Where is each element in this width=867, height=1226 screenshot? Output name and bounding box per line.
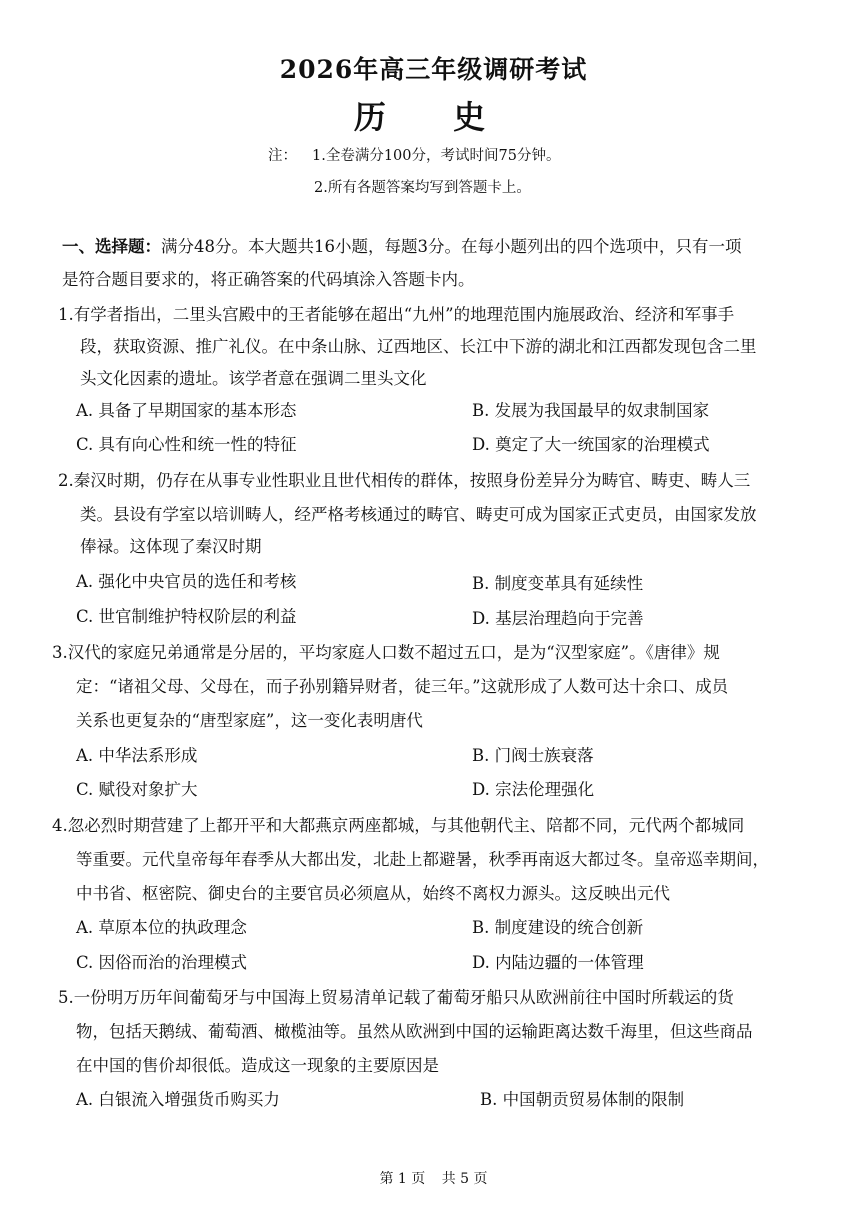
q1-option-c: C. 具有向心性和统一性的特征 bbox=[76, 435, 297, 454]
q1-option-d: D. 奠定了大一统国家的治理模式 bbox=[472, 435, 710, 454]
q1-line-2: 段，获取资源、推广礼仪。在中条山脉、辽西地区、长江中下游的湖北和江西都发现包含二里 bbox=[80, 337, 757, 356]
section-intro-line-1 bbox=[62, 236, 742, 258]
page-number: 第 1 页 bbox=[379, 1171, 426, 1187]
q5-option-b: B. 中国朝贡贸易体制的限制 bbox=[480, 1090, 685, 1109]
q2-option-d: D. 基层治理趋向于完善 bbox=[472, 609, 644, 628]
q5-line-3: 在中国的售价却很低。造成这一现象的主要原因是 bbox=[76, 1056, 439, 1075]
q1-option-b: B. 发展为我国最早的奴隶制国家 bbox=[472, 401, 710, 420]
section-instructions-1: 满分48分。本大题共16小题，每题3分。在每小题列出的四个选项中，只有一项 bbox=[161, 237, 742, 256]
q2-option-c: C. 世官制维护特权阶层的利益 bbox=[76, 607, 297, 626]
page-total: 共 5 页 bbox=[441, 1171, 488, 1187]
q3-line-2: 定：“诸祖父母、父母在，而子孙别籍异财者，徒三年。”这就形成了人数可达十余口、成员 bbox=[76, 677, 729, 696]
q3-option-b: B. 门阀士族衰落 bbox=[472, 746, 594, 765]
section-heading: 一、选择题： bbox=[62, 237, 161, 256]
q4-option-d: D. 内陆边疆的一体管理 bbox=[472, 953, 644, 972]
q3-option-a: A. 中华法系形成 bbox=[76, 746, 198, 765]
q2-option-b: B. 制度变革具有延续性 bbox=[472, 574, 644, 593]
q2-line-2: 类。县设有学室以培训畴人，经严格考核通过的畴官、畴吏可成为国家正式吏员，由国家发放 bbox=[80, 505, 757, 524]
q2-line-3: 俸禄。这体现了秦汉时期 bbox=[80, 537, 262, 556]
q4-option-a: A. 草原本位的执政理念 bbox=[76, 918, 247, 937]
subject-title: 历 史 bbox=[353, 98, 514, 136]
q4-option-c: C. 因俗而治的治理模式 bbox=[76, 953, 248, 972]
q1-line-3: 头文化因素的遗址。该学者意在强调二里头文化 bbox=[80, 369, 427, 388]
note-2: 2.所有各题答案均写到答题卡上。 bbox=[314, 180, 531, 196]
q3-option-d: D. 宗法伦理强化 bbox=[472, 780, 595, 799]
q5-line-1: 5.一份明万历年间葡萄牙与中国海上贸易清单记载了葡萄牙船只从欧洲前往中国时所载运的货 bbox=[58, 988, 734, 1007]
q4-line-3: 中书省、枢密院、御史台的主要官员必须扈从，始终不离权力源头。这反映出元代 bbox=[76, 884, 670, 903]
q4-line-2: 等重要。元代皇帝每年春季从大都出发，北赴上都避暑，秋季再南返大都过冬。皇帝巡幸期间， bbox=[76, 850, 769, 869]
q2-option-a: A. 强化中央官员的选任和考核 bbox=[76, 572, 297, 591]
q1-line-1: 1.有学者指出，二里头宫殿中的王者能够在超出“九州”的地理范围内施展政治、经济和军事手 bbox=[58, 305, 735, 324]
q3-option-c: C. 赋役对象扩大 bbox=[76, 780, 198, 799]
exam-title: 2026年高三年级调研考试 bbox=[279, 55, 588, 84]
q5-line-2: 物，包括天鹅绒、葡萄酒、橄榄油等。虽然从欧洲到中国的运输距离达数千海里，但这些商品 bbox=[76, 1022, 753, 1041]
q4-line-1: 4.忽必烈时期营建了上都开平和大都燕京两座都城，与其他朝代主、陪都不同，元代两个都城同 bbox=[52, 816, 745, 835]
q4-option-b: B. 制度建设的统合创新 bbox=[472, 918, 644, 937]
page-footer bbox=[0, 1168, 867, 1188]
q2-line-1: 2.秦汉时期，仍存在从事专业性职业且世代相传的群体，按照身份差异分为畴官、畴吏、畴人三 bbox=[58, 471, 751, 490]
section-intro-line-2: 是符合题目要求的，将正确答案的代码填涂入答题卡内。 bbox=[62, 270, 475, 289]
note-label: 注： bbox=[268, 148, 297, 164]
q5-option-a: A. 白银流入增强货币购买力 bbox=[76, 1090, 280, 1109]
note-1: 1.全卷满分100分，考试时间75分钟。 bbox=[312, 148, 561, 164]
q3-line-1: 3.汉代的家庭兄弟通常是分居的，平均家庭人口数不超过五口，是为“汉型家庭”。《唐律》规 bbox=[52, 643, 720, 662]
q1-option-a: A. 具备了早期国家的基本形态 bbox=[76, 401, 297, 420]
q3-line-3: 关系也更复杂的“唐型家庭”，这一变化表明唐代 bbox=[76, 711, 423, 730]
